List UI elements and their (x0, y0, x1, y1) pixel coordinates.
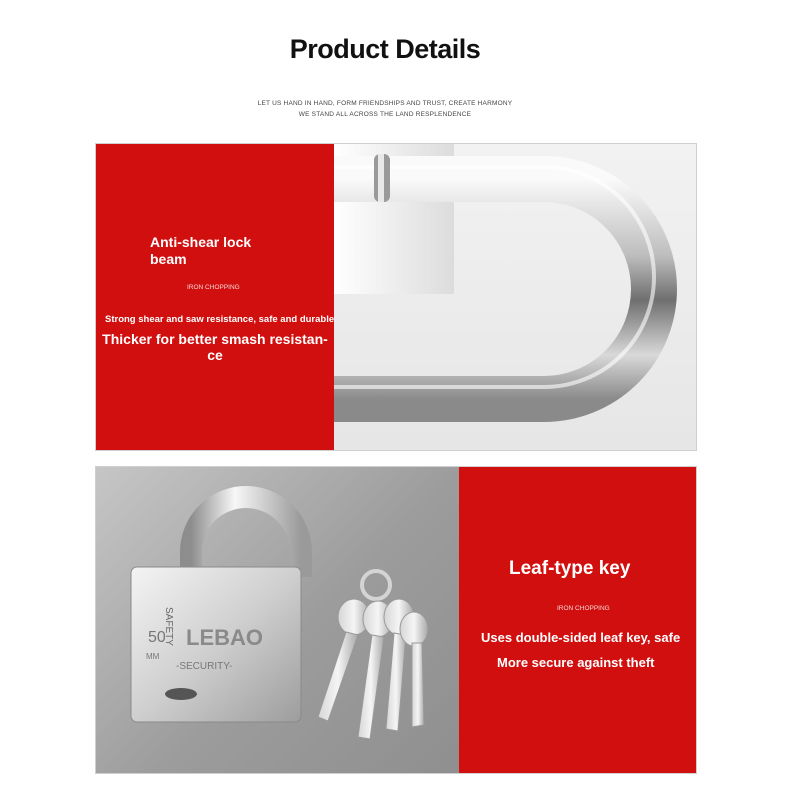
padlock-brand-engraving: LEBAO (186, 625, 263, 650)
feature-title: Leaf-type key (509, 558, 631, 579)
feature-description-1: Strong shear and saw resistance, safe and durable (105, 314, 335, 325)
key-feature-panel (95, 466, 697, 774)
padlock-size-engraving: 50 (148, 629, 166, 646)
padlock-with-keys-image (96, 467, 461, 773)
feature-description-2: More secure against theft (497, 655, 655, 670)
feature-description-2: Thicker for better smash resistan- ce (102, 331, 328, 363)
shackle-closeup-image (334, 144, 697, 450)
feature-subtitle: IRON CHOPPING (557, 605, 610, 612)
padlock-illustration (96, 467, 461, 773)
feature-title-line-1: Anti-shear lock (150, 234, 252, 250)
padlock-side-engraving: SAFETY (163, 607, 174, 646)
feature-title-line-2: beam (150, 251, 187, 267)
padlock-bottom-engraving: -SECURITY- (176, 661, 233, 672)
key-1-icon (318, 599, 370, 721)
feature-subtitle: IRON CHOPPING (187, 284, 240, 291)
feature-title (150, 234, 251, 268)
page-title: Product Details (289, 34, 481, 64)
feature-description-1: Uses double-sided leaf key, safe (481, 630, 681, 645)
key-4-icon (400, 612, 428, 727)
shackle-illustration (334, 144, 697, 450)
red-text-block (459, 467, 696, 773)
tagline-line-2: WE STAND ALL ACROSS THE LAND RESPLENDENCE (298, 111, 472, 118)
tagline (0, 98, 770, 120)
padlock-unit-engraving: MM (146, 652, 160, 661)
shackle-feature-panel (95, 143, 697, 451)
tagline-line-1: LET US HAND IN HAND, FORM FRIENDSHIPS AND TRUST, CREATE HARMONY (257, 100, 513, 107)
red-text-block (96, 144, 334, 450)
